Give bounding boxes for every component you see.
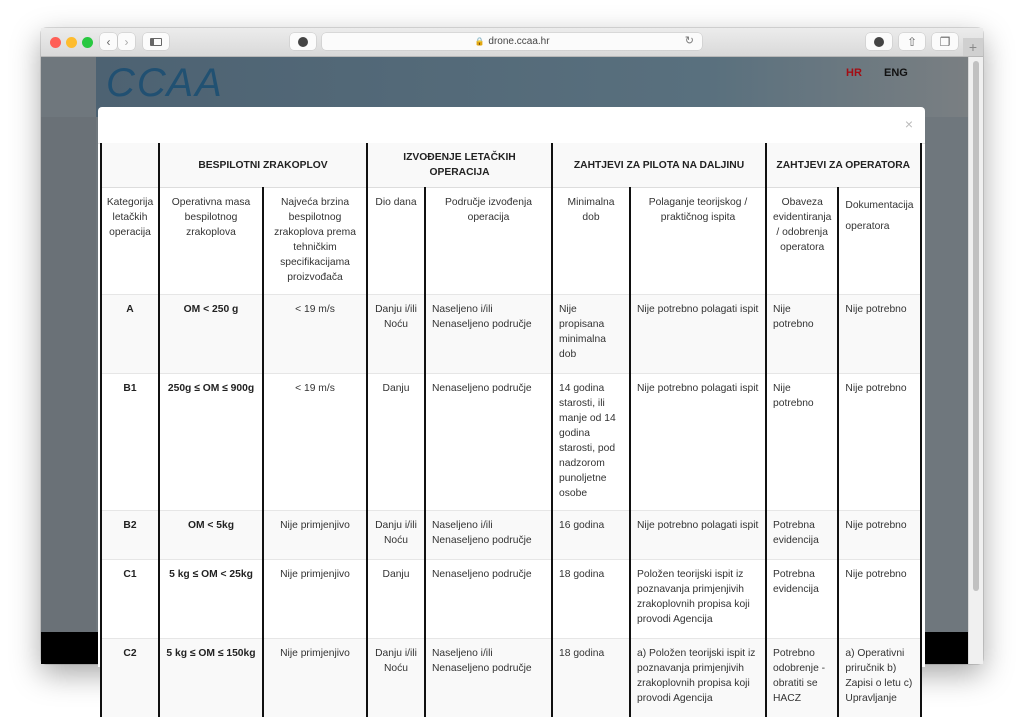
cell-category: C1	[101, 560, 159, 639]
language-eng-link[interactable]: ENG	[884, 67, 908, 79]
cell-exam: Nije potrebno polagati ispit	[630, 295, 766, 374]
reload-icon[interactable]: ↻	[684, 35, 694, 47]
cell-category: B2	[101, 511, 159, 560]
language-hr-link[interactable]: HR	[846, 67, 862, 79]
plus-icon: +	[968, 39, 978, 55]
cell-exam: Nije potrebno polagati ispit	[630, 511, 766, 560]
share-button[interactable]	[899, 33, 925, 50]
sidebar-icon	[150, 38, 162, 46]
column-header-registration: Obaveza evidentiranja / odobrenja operatora	[766, 188, 838, 295]
cell-registration: Nije potrebno	[766, 374, 838, 511]
cell-min-age: 18 godina	[552, 560, 630, 639]
cell-speed: < 19 m/s	[263, 374, 367, 511]
column-header-category: Kategorija letačkih operacija	[101, 188, 159, 295]
chevron-right-icon: ›	[124, 34, 129, 49]
cell-documentation: a) Operativni priručnik b) Zapisi o letu c) Upravljanje	[838, 639, 920, 717]
cell-time: Danju i/ili Noću	[367, 295, 425, 374]
cell-speed: Nije primjenjivo	[263, 511, 367, 560]
cell-documentation: Nije potrebno	[838, 511, 920, 560]
cell-area: Nenaseljeno područje	[425, 374, 552, 511]
cell-registration: Potrebna evidencija	[766, 511, 838, 560]
cell-mass: OM < 250 g	[159, 295, 263, 374]
browser-window	[41, 28, 983, 704]
cell-time: Danju i/ili Noću	[367, 639, 425, 717]
cell-documentation: Nije potrebno	[838, 295, 920, 374]
cell-time: Danju	[367, 374, 425, 511]
cell-exam: a) Položen teorijski ispit iz poznavanja primjenjivih zrakoplovnih propisa koji provodi Agencija	[630, 639, 766, 717]
column-header-time-of-day: Dio dana	[367, 188, 425, 295]
cell-speed: Nije primjenjivo	[263, 560, 367, 639]
column-header-min-age: Minimalna dob	[552, 188, 630, 295]
cell-documentation: Nije potrebno	[838, 560, 920, 639]
cell-area: Naseljeno i/ili Nenaseljeno područje	[425, 295, 552, 374]
cell-mass: 5 kg ≤ OM < 25kg	[159, 560, 263, 639]
cell-mass: OM < 5kg	[159, 511, 263, 560]
close-icon[interactable]: ×	[904, 116, 913, 132]
cell-min-age: 14 godina starosti, ili manje od 14 godina starosti, pod nadzorom punoljetne osobe	[552, 374, 630, 511]
column-header-max-speed: Najveća brzina bespilotnog zrakoplova prema tehničkim specifikacijama proizvođača	[263, 188, 367, 295]
extension-button[interactable]	[290, 33, 316, 50]
column-header-area: Područje izvođenja operacija	[425, 188, 552, 295]
forward-button[interactable]	[118, 33, 135, 50]
cell-registration: Potrebna evidencija	[766, 560, 838, 639]
table-row	[101, 560, 921, 639]
site-logo[interactable]: ССАА	[106, 61, 224, 105]
share-icon: ⇧	[906, 34, 918, 49]
group-header-row	[101, 143, 921, 188]
tabs-icon: ❐	[939, 34, 951, 49]
cell-category: B1	[101, 374, 159, 511]
table-row	[101, 511, 921, 560]
column-header-mass: Operativna masa bespilotnog zrakoplova	[159, 188, 263, 295]
zoom-window-button[interactable]	[82, 37, 93, 48]
cell-area: Naseljeno i/ili Nenaseljeno područje	[425, 511, 552, 560]
sidebar-button[interactable]	[143, 33, 169, 50]
back-button[interactable]	[100, 33, 117, 50]
group-header-aircraft: BESPILOTNI ZRAKOPLOV	[159, 143, 367, 188]
column-header-exam: Polaganje teorijskog / praktičnog ispita	[630, 188, 766, 295]
cell-min-age: 16 godina	[552, 511, 630, 560]
cell-registration: Potrebno odobrenje - obratiti se HACZ	[766, 639, 838, 717]
table-row	[101, 374, 921, 511]
cell-time: Danju i/ili Noću	[367, 511, 425, 560]
column-header-row	[101, 188, 921, 295]
cell-area: Nenaseljeno područje	[425, 560, 552, 639]
column-header-documentation: Dokumentacija operatora	[838, 188, 920, 295]
cell-category: A	[101, 295, 159, 374]
group-header-empty	[101, 143, 159, 188]
background-decoration	[41, 117, 96, 664]
modal-header	[98, 107, 925, 144]
group-header-pilot-requirements: ZAHTJEVI ZA PILOTA NA DALJINU	[552, 143, 766, 188]
scrollbar-thumb[interactable]	[973, 61, 979, 591]
new-tab-button[interactable]	[963, 38, 983, 56]
cell-documentation: Nije potrebno	[838, 374, 920, 511]
title-bar	[41, 28, 983, 57]
cell-min-age: 18 godina	[552, 639, 630, 717]
cell-exam: Nije potrebno polagati ispit	[630, 374, 766, 511]
cell-mass: 5 kg ≤ OM ≤ 150kg	[159, 639, 263, 717]
cell-area: Naseljeno i/ili Nenaseljeno područje	[425, 639, 552, 717]
tabs-overview-button[interactable]	[932, 33, 958, 50]
cell-time: Danju	[367, 560, 425, 639]
cell-speed: < 19 m/s	[263, 295, 367, 374]
group-header-operations: IZVOĐENJE LETAČKIH OPERACIJA	[367, 143, 552, 188]
group-header-operator-requirements: ZAHTJEVI ZA OPERATORA	[766, 143, 921, 188]
table-row	[101, 295, 921, 374]
web-page	[41, 57, 969, 704]
cell-mass: 250g ≤ OM ≤ 900g	[159, 374, 263, 511]
cell-exam: Položen teorijski ispit iz poznavanja primjenjivih zrakoplovnih propisa koji provodi Agencija	[630, 560, 766, 639]
lock-icon: 🔒	[474, 37, 485, 46]
url-text: drone.ccaa.hr	[488, 36, 550, 47]
cell-registration: Nije potrebno	[766, 295, 838, 374]
modal-dialog	[98, 107, 925, 704]
address-bar[interactable]	[322, 33, 702, 50]
cell-category: C2	[101, 639, 159, 717]
table-row	[101, 639, 921, 717]
close-window-button[interactable]	[50, 37, 61, 48]
minimize-window-button[interactable]	[66, 37, 77, 48]
extension-icon	[298, 37, 308, 47]
categories-table	[100, 143, 922, 717]
chevron-left-icon: ‹	[106, 34, 111, 49]
cell-min-age: Nije propisana minimalna dob	[552, 295, 630, 374]
downloads-button[interactable]	[866, 33, 892, 50]
download-icon	[874, 37, 884, 47]
page-scrollbar[interactable]	[968, 57, 983, 664]
cell-speed: Nije primjenjivo	[263, 639, 367, 717]
